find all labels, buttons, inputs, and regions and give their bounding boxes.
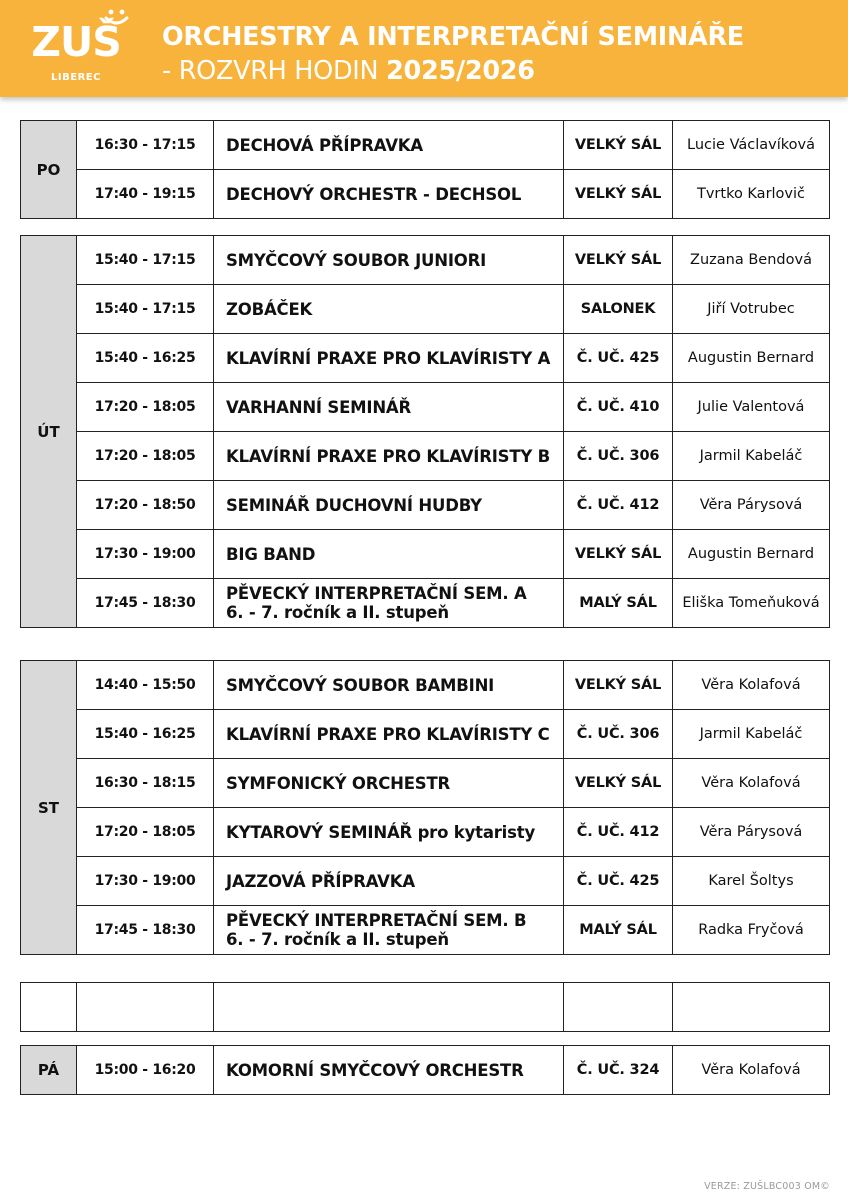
time-cell: 17:30 - 19:00 (77, 530, 214, 579)
ensemble-name: KLAVÍRNÍ PRAXE PRO KLAVÍRISTY A (226, 348, 551, 368)
ensemble-subtitle: 6. - 7. ročník a II. stupeň (226, 603, 449, 622)
schedule-block (20, 1045, 830, 1095)
room-cell: MALÝ SÁL (564, 906, 673, 955)
schedule-block (20, 982, 830, 1032)
room-cell: Č. UČ. 410 (564, 383, 673, 432)
day-cell (21, 983, 77, 1032)
schedule-row (21, 481, 830, 530)
ensemble-name: BIG BAND (226, 544, 316, 564)
ensemble-name-cell (214, 1046, 564, 1095)
ensemble-name: DECHOVÁ PŘÍPRAVKA (226, 135, 423, 155)
schedule-row (21, 710, 830, 759)
ensemble-name-cell (214, 759, 564, 808)
teacher-cell: Věra Kolafová (673, 661, 830, 710)
schedule-row (21, 759, 830, 808)
school-logo (14, 6, 134, 90)
day-cell: PÁ (21, 1046, 77, 1095)
teacher-cell: Věra Párysová (673, 481, 830, 530)
schedule-row (21, 661, 830, 710)
ensemble-name-cell (214, 857, 564, 906)
ensemble-name-cell (214, 710, 564, 759)
logo-subtext: LIBEREC (51, 72, 101, 83)
ensemble-name-cell (214, 983, 564, 1032)
ensemble-name-cell (214, 121, 564, 170)
ensemble-name: VARHANNÍ SEMINÁŘ (226, 397, 412, 417)
room-cell: Č. UČ. 412 (564, 481, 673, 530)
page-title (162, 20, 744, 88)
time-cell: 17:20 - 18:05 (77, 808, 214, 857)
ensemble-name: PĚVECKÝ INTERPRETAČNÍ SEM. B (226, 911, 527, 930)
ensemble-name-cell (214, 432, 564, 481)
schedule-row (21, 579, 830, 628)
schedule-row (21, 983, 830, 1032)
teacher-cell: Radka Fryčová (673, 906, 830, 955)
ensemble-name-cell (214, 170, 564, 219)
time-cell: 17:20 - 18:05 (77, 383, 214, 432)
teacher-cell: Věra Kolafová (673, 759, 830, 808)
room-cell: Č. UČ. 306 (564, 432, 673, 481)
room-cell: VELKÝ SÁL (564, 236, 673, 285)
ensemble-name: JAZZOVÁ PŘÍPRAVKA (226, 871, 415, 891)
time-cell: 17:20 - 18:05 (77, 432, 214, 481)
schedule-block (20, 660, 830, 955)
teacher-cell: Jarmil Kabeláč (673, 432, 830, 481)
teacher-cell: Věra Kolafová (673, 1046, 830, 1095)
day-cell: ST (21, 661, 77, 955)
room-cell: Č. UČ. 324 (564, 1046, 673, 1095)
room-cell: Č. UČ. 425 (564, 857, 673, 906)
time-cell: 15:40 - 16:25 (77, 334, 214, 383)
time-cell: 15:40 - 16:25 (77, 710, 214, 759)
ensemble-name-cell (214, 661, 564, 710)
logo-text: ZUŠ (31, 18, 121, 66)
time-cell: 16:30 - 18:15 (77, 759, 214, 808)
room-cell: SALONEK (564, 285, 673, 334)
version-note: VERZE: ZUŠLBC003 OM© (704, 1181, 830, 1192)
room-cell: Č. UČ. 306 (564, 710, 673, 759)
schedule-row (21, 170, 830, 219)
teacher-cell: Eliška Tomeňuková (673, 579, 830, 628)
ensemble-name-cell (214, 530, 564, 579)
title-line-1: ORCHESTRY A INTERPRETAČNÍ SEMINÁŘE (162, 22, 744, 52)
time-cell: 17:40 - 19:15 (77, 170, 214, 219)
ensemble-name: SEMINÁŘ DUCHOVNÍ HUDBY (226, 495, 482, 515)
ensemble-name: KOMORNÍ SMYČCOVÝ ORCHESTR (226, 1060, 524, 1080)
ensemble-name-cell (214, 481, 564, 530)
ensemble-name: DECHOVÝ ORCHESTR - DECHSOL (226, 184, 522, 204)
schedule-row (21, 334, 830, 383)
teacher-cell: Věra Párysová (673, 808, 830, 857)
ensemble-name-cell (214, 383, 564, 432)
teacher-cell: Zuzana Bendová (673, 236, 830, 285)
schedule-row (21, 906, 830, 955)
ensemble-name: KLAVÍRNÍ PRAXE PRO KLAVÍRISTY B (226, 446, 551, 466)
schedule-row (21, 121, 830, 170)
time-cell: 17:30 - 19:00 (77, 857, 214, 906)
room-cell: VELKÝ SÁL (564, 661, 673, 710)
ensemble-subtitle: 6. - 7. ročník a II. stupeň (226, 930, 449, 949)
ensemble-name-cell (214, 906, 564, 955)
ensemble-name-cell (214, 236, 564, 285)
room-cell: VELKÝ SÁL (564, 530, 673, 579)
room-cell: Č. UČ. 412 (564, 808, 673, 857)
time-cell: 17:20 - 18:50 (77, 481, 214, 530)
ensemble-name: ZOBÁČEK (226, 299, 313, 319)
schedule-block (20, 120, 830, 219)
teacher-cell (673, 983, 830, 1032)
schedule-row (21, 808, 830, 857)
title-line-2: - ROZVRH HODIN (162, 56, 379, 86)
room-cell: VELKÝ SÁL (564, 170, 673, 219)
teacher-cell: Karel Šoltys (673, 857, 830, 906)
room-cell: VELKÝ SÁL (564, 121, 673, 170)
teacher-cell: Julie Valentová (673, 383, 830, 432)
ensemble-name: SYMFONICKÝ ORCHESTR (226, 773, 451, 793)
teacher-cell: Augustin Bernard (673, 530, 830, 579)
day-cell: PO (21, 121, 77, 219)
schedule-row (21, 383, 830, 432)
ensemble-name: SMYČCOVÝ SOUBOR BAMBINI (226, 675, 495, 695)
title-year: 2025/2026 (386, 56, 535, 86)
time-cell: 16:30 - 17:15 (77, 121, 214, 170)
room-cell: Č. UČ. 425 (564, 334, 673, 383)
day-cell: ÚT (21, 236, 77, 628)
teacher-cell: Jiří Votrubec (673, 285, 830, 334)
schedule-row (21, 1046, 830, 1095)
ensemble-name-cell (214, 334, 564, 383)
time-cell (77, 983, 214, 1032)
time-cell: 15:40 - 17:15 (77, 285, 214, 334)
ensemble-name: SMYČCOVÝ SOUBOR JUNIORI (226, 250, 487, 270)
time-cell: 14:40 - 15:50 (77, 661, 214, 710)
room-cell: MALÝ SÁL (564, 579, 673, 628)
schedule-row (21, 432, 830, 481)
time-cell: 17:45 - 18:30 (77, 906, 214, 955)
schedule-block (20, 235, 830, 628)
schedule-row (21, 530, 830, 579)
ensemble-name-cell (214, 285, 564, 334)
ensemble-name: KYTAROVÝ SEMINÁŘ pro kytaristy (226, 822, 536, 842)
schedule-row (21, 236, 830, 285)
schedule-row (21, 857, 830, 906)
teacher-cell: Augustin Bernard (673, 334, 830, 383)
time-cell: 17:45 - 18:30 (77, 579, 214, 628)
time-cell: 15:00 - 16:20 (77, 1046, 214, 1095)
page-header (0, 0, 848, 97)
ensemble-name-cell (214, 579, 564, 628)
teacher-cell: Lucie Václavíková (673, 121, 830, 170)
teacher-cell: Tvrtko Karlovič (673, 170, 830, 219)
time-cell: 15:40 - 17:15 (77, 236, 214, 285)
schedule-row (21, 285, 830, 334)
ensemble-name: PĚVECKÝ INTERPRETAČNÍ SEM. A (226, 584, 527, 603)
room-cell (564, 983, 673, 1032)
ensemble-name-cell (214, 808, 564, 857)
teacher-cell: Jarmil Kabeláč (673, 710, 830, 759)
ensemble-name: KLAVÍRNÍ PRAXE PRO KLAVÍRISTY C (226, 724, 550, 744)
room-cell: VELKÝ SÁL (564, 759, 673, 808)
